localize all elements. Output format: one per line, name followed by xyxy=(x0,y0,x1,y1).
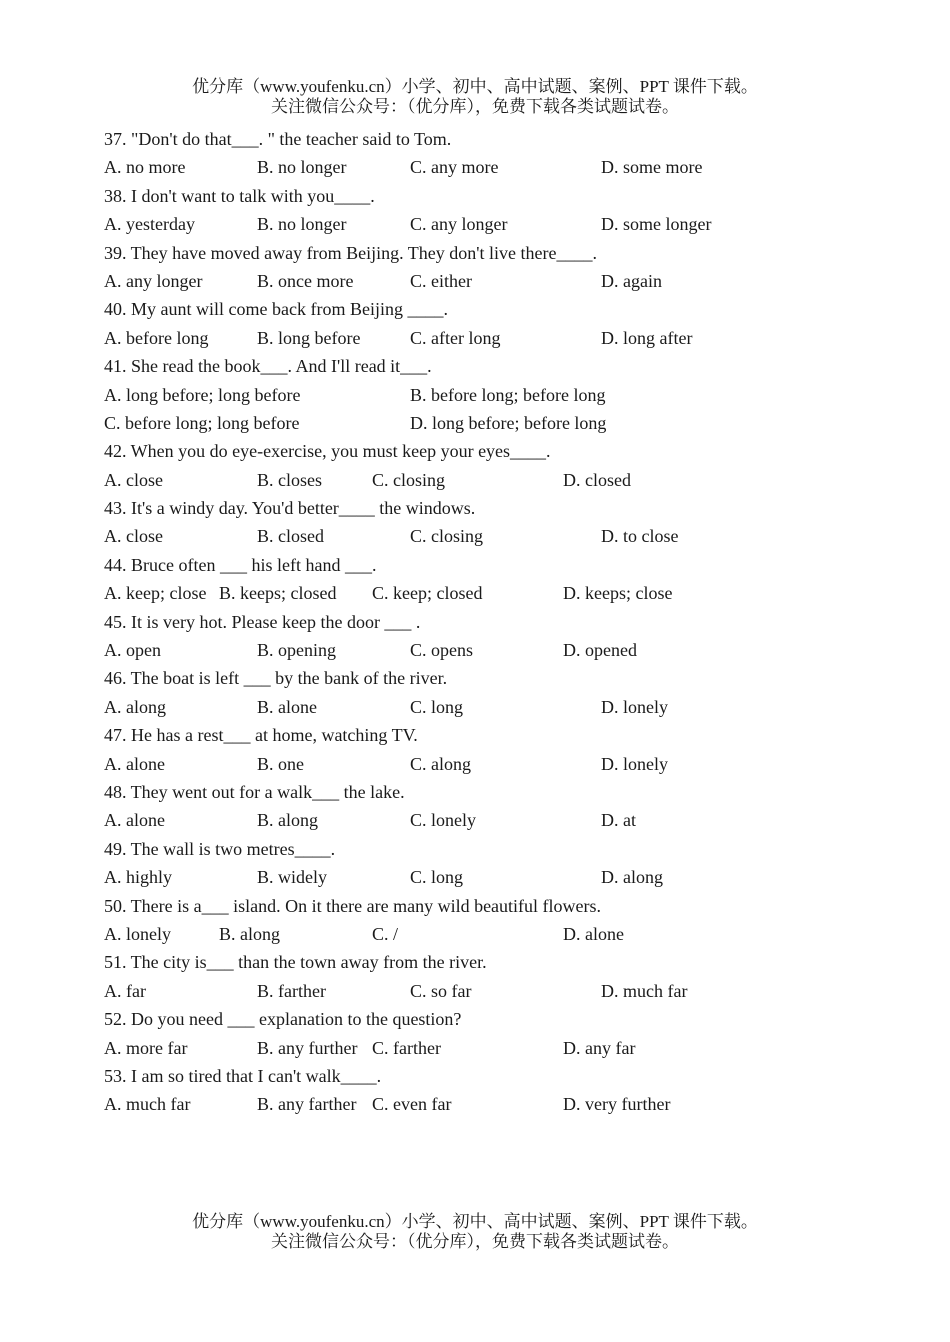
footer-line-1: 优分库（www.youfenku.cn）小学、初中、高中试题、案例、PPT 课件下载。 xyxy=(192,1212,758,1231)
question-stem: 44. Bruce often ___ his left hand ___. xyxy=(104,554,377,575)
answer-option: A. yesterday xyxy=(104,214,195,235)
answer-option: C. closing xyxy=(372,469,446,490)
header-line-1: 优分库（www.youfenku.cn）小学、初中、高中试题、案例、PPT 课件下载。 xyxy=(192,77,758,96)
answer-option: D. lonely xyxy=(601,696,668,717)
options-row xyxy=(104,210,884,238)
answer-option: C. long xyxy=(410,696,464,717)
answer-option: A. alone xyxy=(104,810,165,831)
question-stem: 42. When you do eye-exercise, you must keep your eyes____. xyxy=(104,441,551,462)
answer-option: B. long before xyxy=(257,327,361,348)
answer-option: D. at xyxy=(601,810,636,831)
question-stem: 41. She read the book___. And I'll read it___. xyxy=(104,356,432,377)
question-list xyxy=(104,125,884,1119)
answer-option: C. any longer xyxy=(410,214,508,235)
answer-option: A. keep; close xyxy=(104,583,207,604)
answer-option: B. farther xyxy=(257,980,326,1001)
answer-option: A. close xyxy=(104,526,163,547)
answer-option: A. alone xyxy=(104,753,165,774)
question-item xyxy=(104,551,884,608)
answer-option: B. keeps; closed xyxy=(219,583,337,604)
answer-option: A. long before; long before xyxy=(104,384,301,405)
answer-option: A. open xyxy=(104,640,161,661)
question-item xyxy=(104,295,884,352)
answer-option: A. before long xyxy=(104,327,209,348)
answer-option: B. closes xyxy=(257,469,322,490)
answer-option: D. again xyxy=(601,270,662,291)
options-row xyxy=(104,1034,884,1062)
options-row xyxy=(104,579,884,607)
question-item xyxy=(104,494,884,551)
answer-option: D. long before; before long xyxy=(410,412,607,433)
answer-option: B. opening xyxy=(257,640,336,661)
answer-option: B. widely xyxy=(257,867,327,888)
answer-option: B. along xyxy=(219,923,280,944)
answer-option: C. opens xyxy=(410,640,473,661)
answer-option: C. closing xyxy=(410,526,484,547)
answer-option: C. before long; long before xyxy=(104,412,300,433)
answer-option: B. no longer xyxy=(257,157,347,178)
question-stem: 53. I am so tired that I can't walk____. xyxy=(104,1065,382,1086)
options-row xyxy=(104,693,884,721)
answer-option: A. lonely xyxy=(104,923,171,944)
answer-option: C. even far xyxy=(372,1094,452,1115)
options-row xyxy=(104,750,884,778)
options-row xyxy=(104,636,884,664)
answer-option: C. keep; closed xyxy=(372,583,483,604)
answer-option: B. any farther xyxy=(257,1094,357,1115)
answer-option: B. closed xyxy=(257,526,324,547)
answer-option: D. keeps; close xyxy=(563,583,673,604)
answer-option: D. along xyxy=(601,867,663,888)
answer-option: D. lonely xyxy=(601,753,668,774)
answer-option: D. opened xyxy=(563,640,637,661)
answer-option: A. more far xyxy=(104,1037,188,1058)
answer-option: D. any far xyxy=(563,1037,636,1058)
question-item xyxy=(104,835,884,892)
question-stem: 46. The boat is left ___ by the bank of the river. xyxy=(104,668,448,689)
options-row xyxy=(104,153,884,181)
answer-option: C. so far xyxy=(410,980,472,1001)
options-row xyxy=(104,381,884,409)
question-item xyxy=(104,948,884,1005)
answer-option: A. far xyxy=(104,980,146,1001)
options-row xyxy=(104,267,884,295)
question-stem: 43. It's a windy day. You'd better____ the windows. xyxy=(104,498,476,519)
answer-option: B. once more xyxy=(257,270,354,291)
answer-option: B. along xyxy=(257,810,318,831)
options-row xyxy=(104,1090,884,1118)
question-stem: 39. They have moved away from Beijing. They don't live there____. xyxy=(104,242,597,263)
question-item xyxy=(104,664,884,721)
question-item xyxy=(104,352,884,437)
answer-option: C. lonely xyxy=(410,810,476,831)
options-row xyxy=(104,977,884,1005)
options-row xyxy=(104,466,884,494)
question-stem: 50. There is a___ island. On it there are many wild beautiful flowers. xyxy=(104,895,602,916)
answer-option: C. along xyxy=(410,753,471,774)
answer-option: B. one xyxy=(257,753,304,774)
answer-option: D. some more xyxy=(601,157,703,178)
options-row xyxy=(104,920,884,948)
answer-option: A. close xyxy=(104,469,163,490)
options-row xyxy=(104,522,884,550)
answer-option: C. long xyxy=(410,867,464,888)
question-item xyxy=(104,778,884,835)
answer-option: D. closed xyxy=(563,469,631,490)
question-stem: 51. The city is___ than the town away from the river. xyxy=(104,952,487,973)
answer-option: C. either xyxy=(410,270,472,291)
footer-line-2: 关注微信公众号：（优分库），免费下载各类试题试卷。 xyxy=(271,1232,679,1251)
question-stem: 49. The wall is two metres____. xyxy=(104,838,336,859)
question-stem: 48. They went out for a walk___ the lake. xyxy=(104,781,405,802)
options-row xyxy=(104,409,884,437)
question-item xyxy=(104,125,884,182)
options-row xyxy=(104,806,884,834)
question-item xyxy=(104,437,884,494)
answer-option: A. highly xyxy=(104,867,173,888)
question-stem: 38. I don't want to talk with you____. xyxy=(104,185,375,206)
answer-option: C. after long xyxy=(410,327,501,348)
question-stem: 37. "Don't do that___. " the teacher said to Tom. xyxy=(104,129,452,149)
page-footer xyxy=(0,1212,950,1252)
answer-option: A. any longer xyxy=(104,270,203,291)
answer-option: A. along xyxy=(104,696,166,717)
answer-option: D. to close xyxy=(601,526,679,547)
question-item xyxy=(104,182,884,239)
answer-option: D. some longer xyxy=(601,214,712,235)
question-stem: 45. It is very hot. Please keep the door ___ . xyxy=(104,611,421,632)
question-item xyxy=(104,1062,884,1119)
options-row xyxy=(104,863,884,891)
answer-option: C. / xyxy=(372,923,399,944)
answer-option: D. long after xyxy=(601,327,693,348)
answer-option: C. any more xyxy=(410,157,499,178)
question-stem: 47. He has a rest___ at home, watching TV. xyxy=(104,725,418,746)
answer-option: A. much far xyxy=(104,1094,191,1115)
answer-option: A. no more xyxy=(104,157,186,178)
question-item xyxy=(104,1005,884,1062)
question-item xyxy=(104,892,884,949)
answer-option: B. any further xyxy=(257,1037,358,1058)
question-stem: 52. Do you need ___ explanation to the question? xyxy=(104,1009,462,1030)
answer-option: B. alone xyxy=(257,696,317,717)
answer-option: B. before long; before long xyxy=(410,384,606,405)
answer-option: C. farther xyxy=(372,1037,441,1058)
question-stem: 40. My aunt will come back from Beijing ____. xyxy=(104,299,448,320)
question-item xyxy=(104,239,884,296)
options-row xyxy=(104,324,884,352)
header-line-2: 关注微信公众号：（优分库），免费下载各类试题试卷。 xyxy=(271,97,679,116)
answer-option: D. much far xyxy=(601,980,688,1001)
page-header xyxy=(0,77,950,117)
question-item xyxy=(104,721,884,778)
answer-option: D. very further xyxy=(563,1094,671,1115)
question-item xyxy=(104,608,884,665)
answer-option: D. alone xyxy=(563,923,624,944)
answer-option: B. no longer xyxy=(257,214,347,235)
